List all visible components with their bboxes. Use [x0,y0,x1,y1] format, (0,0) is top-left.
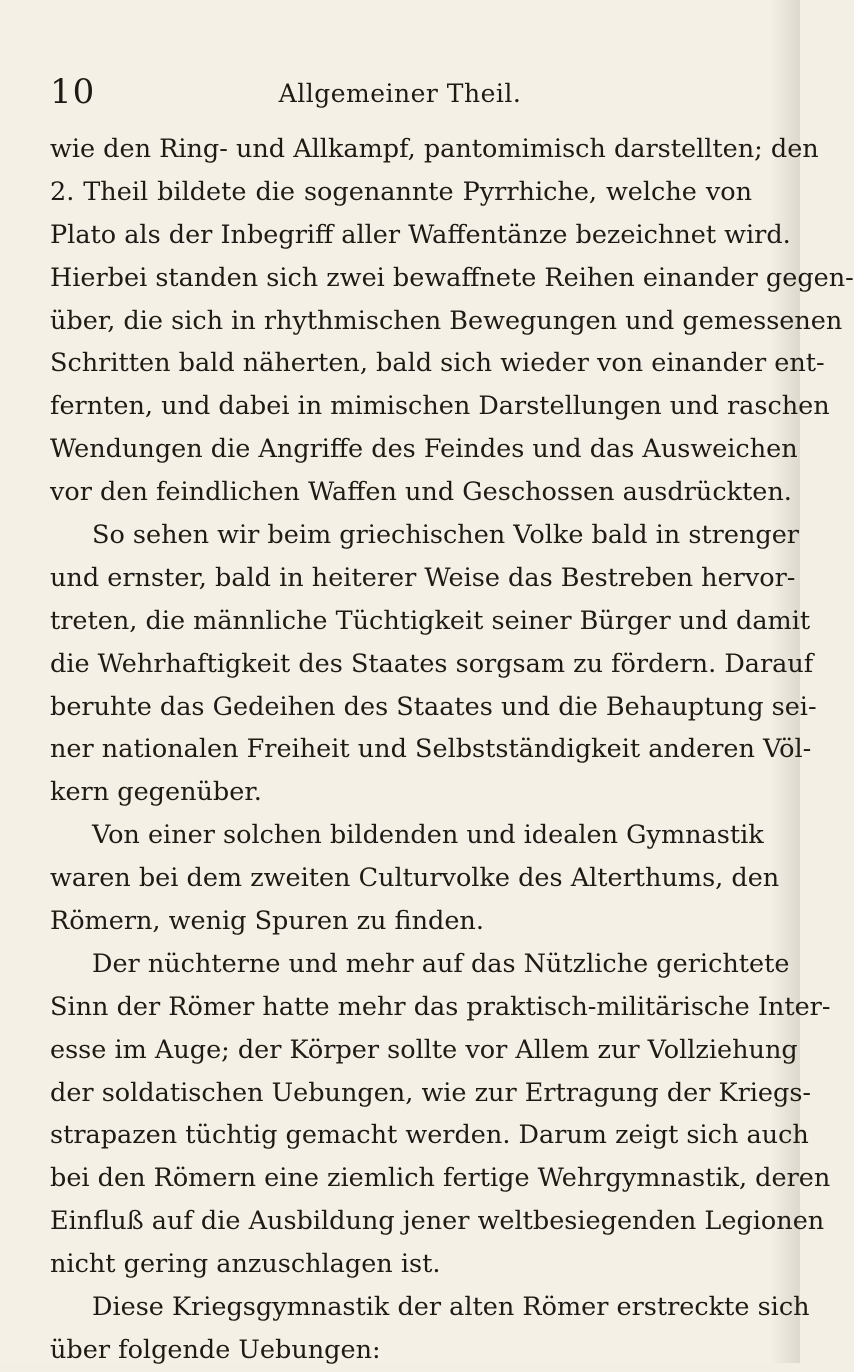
text-line: ner nationalen Freiheit und Selbstständigkeit anderen Völ- [50,734,812,765]
text-line: und ernster, bald in heiterer Weise das Bestreben hervor- [50,562,796,593]
text-line: Von einer solchen bildenden und idealen Gymnastik [92,820,764,851]
text-line: Wendungen die Angriffe des Feindes und das Ausweichen [50,434,798,465]
text-line: kern gegenüber. [50,777,262,808]
text-line: fernten, und dabei in mimischen Darstellungen und raschen [50,391,830,422]
text-line: Hierbei standen sich zwei bewaffnete Reihen einander gegen- [50,262,854,293]
text-line: über, die sich in rhythmischen Bewegungen und gemessenen [50,305,843,336]
text-line: Plato als der Inbegriff aller Waffentänze bezeichnet wird. [50,219,791,250]
text-line: Römern, wenig Spuren zu finden. [50,906,484,937]
text-line: 2. Theil bildete die sogenannte Pyrrhiche, welche von [50,176,752,207]
text-line: waren bei dem zweiten Culturvolke des Alterthums, den [50,863,780,894]
text-line: treten, die männliche Tüchtigkeit seiner Bürger und damit [50,605,811,636]
text-line: bei den Römern eine ziemlich fertige Wehrgymnastik, deren [50,1163,831,1194]
text-line: strapazen tüchtig gemacht werden. Darum zeigt sich auch [50,1120,809,1151]
text-line: die Wehrhaftigkeit des Staates sorgsam zu fördern. Darauf [50,648,814,679]
text-line: Diese Kriegsgymnastik der alten Römer erstreckte sich [92,1292,810,1323]
text-line: wie den Ring- und Allkampf, pantomimisch darstellten; den [50,134,819,164]
text-line: So sehen wir beim griechischen Volke bald in strenger [92,520,799,551]
body-text [50,128,854,1372]
text-line: der soldatischen Uebungen, wie zur Ertragung der Kriegs- [50,1077,812,1108]
text-line: esse im Auge; der Körper sollte vor Allem zur Vollziehung [50,1034,798,1065]
text-line: beruhte das Gedeihen des Staates und die Behauptung sei- [50,691,817,722]
text-line: über folgende Uebungen: [50,1334,381,1365]
text-line: nicht gering anzuschlagen ist. [50,1249,441,1280]
text-line: Einfluß auf die Ausbildung jener weltbesiegenden Legionen [50,1206,825,1237]
text-line: Der nüchterne und mehr auf das Nützliche gerichtete [92,948,790,979]
running-head: Allgemeiner Theil. [278,79,522,108]
page-header [50,72,750,112]
text-line: Sinn der Römer hatte mehr das praktisch-militärische Inter- [50,991,831,1022]
text-line: vor den feindlichen Waffen und Geschossen ausdrückten. [50,477,792,508]
page-number: 10 [50,72,96,112]
text-line: Schritten bald näherten, bald sich wieder von einander ent- [50,348,825,379]
